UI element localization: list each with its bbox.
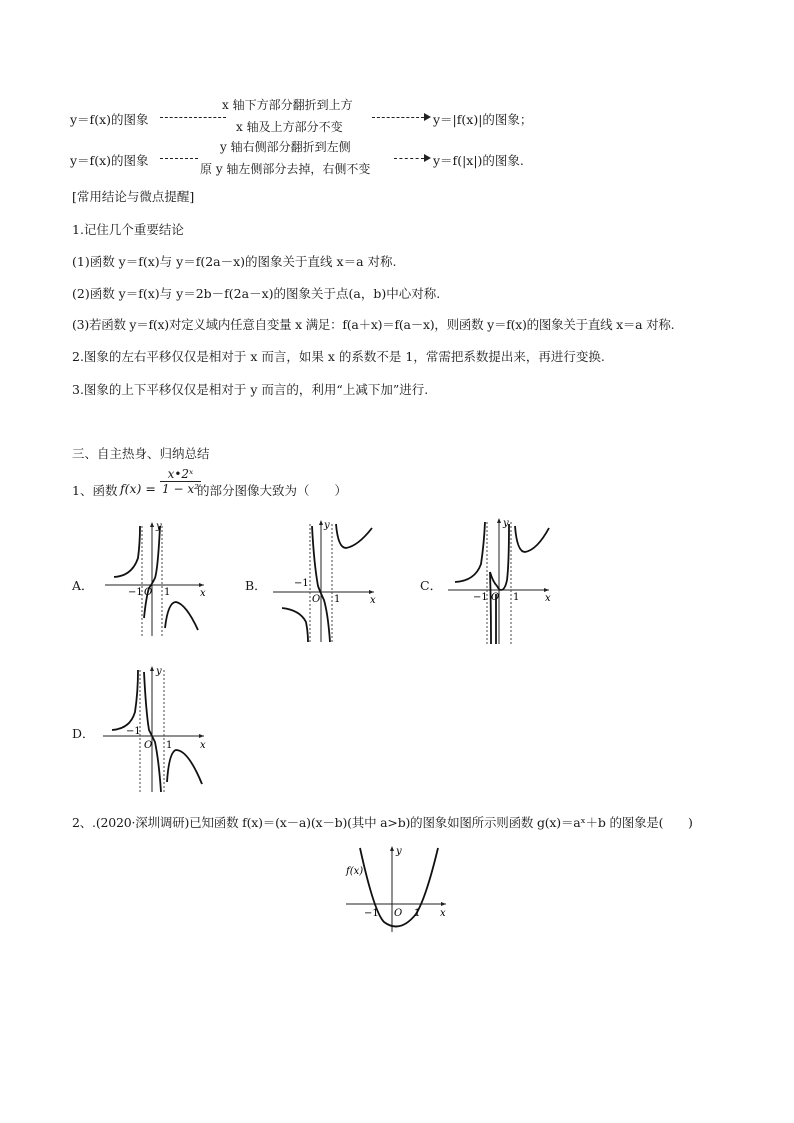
x-axis-arrow [369,590,374,594]
curve-middle-left [490,572,491,644]
origin-label: O [144,587,153,598]
curve-right [336,524,372,548]
one-label: 1 [166,740,173,751]
origin-label: O [394,908,403,919]
q1-numerator: x•2ˣ [160,467,201,482]
origin-label: O [144,740,153,751]
x-axis-arrow [544,588,549,592]
x-axis-arrow [199,583,204,587]
curve-left [114,526,140,577]
curve-right [515,526,549,552]
curve-right [167,750,202,784]
y-label: y [156,666,162,677]
conclusion-1-1: (1)函数 y＝f(x)与 y＝f(2a－x)的图象关于直线 x＝a 对称. [72,254,397,269]
one-label: 1 [513,592,520,603]
curve-left [455,522,485,582]
conclusion-1-2: (2)函数 y＝f(x)与 y＝2b－f(2a－x)的图象关于点(a，b)中心对称. [72,286,441,301]
neg1-label: −1 [294,578,309,589]
option-a-graph[interactable] [100,518,210,638]
transform-1-arrow-left-segment [160,117,226,118]
one-label: 1 [334,594,341,605]
transform-2-left: y＝f(x)的图象 [70,153,149,168]
conclusion-1: 1.记住几个重要结论 [72,222,184,237]
neg1-label: −1 [473,592,488,603]
neg1-label: −1 [126,726,141,737]
x-label: x [545,593,551,604]
one-label: 1 [164,587,171,598]
x-label: x [200,740,206,751]
y-axis-arrow [319,520,323,525]
q1-suffix: 的部分图像大致为（ ） [197,483,348,498]
transform-1-right: y＝|f(x)|的图象； [433,112,533,127]
y-axis-arrow [150,522,154,527]
curve-right [165,602,198,630]
conclusion-1-3: (3)若函数 y＝f(x)对定义域内任意自变量 x 满足：f(a＋x)＝f(a－x)，则函数 y＝f(x)的图象关于直线 x＝a 对称. [72,317,675,332]
section-heading: [常用结论与微点提醒] [72,189,195,204]
neg1-label: −1 [128,587,143,598]
neg1-label: −1 [364,908,379,919]
conclusion-3: 3.图象的上下平移仅仅是相对于 y 而言的，利用“上减下加”进行. [72,382,429,397]
x-axis-arrow [441,902,446,906]
transform-2-lower: 原 y 轴左侧部分去掉，右侧不变 [200,162,371,176]
transform-2-arrowhead [424,154,431,162]
y-label: y [324,520,330,531]
q1-prefix: 1、函数 [72,483,118,498]
origin-label: O [312,594,321,605]
x-label: x [370,595,376,606]
x-axis-arrow [199,734,204,738]
transform-1-left: y＝f(x)的图象 [70,112,149,127]
q2-text: 2、.(2020·深圳调研)已知函数 f(x)＝(x－a)(x－b)(其中 a>b)的图象如图所示则函数 g(x)＝aˣ＋b 的图象是( ) [72,815,693,830]
x-label: x [440,908,446,919]
option-d-label[interactable]: D． [72,726,95,741]
y-label: y [156,521,162,532]
curve-left [282,608,308,642]
y-label: y [503,518,509,529]
y-label: y [396,846,402,857]
part3-heading: 三、自主热身、归纳总结 [72,446,210,461]
curve-left [112,670,138,730]
x-label: x [200,588,206,599]
option-a-label[interactable]: A． [72,578,94,593]
transform-2-right: y＝f(|x|)的图象. [433,153,524,168]
option-b-graph[interactable] [268,514,380,644]
conclusion-2: 2.图象的左右平移仅仅是相对于 x 而言，如果 x 的系数不是 1，常需把系数提出来，再进行变换. [72,349,605,364]
q1-fx: f(x) = [120,481,156,496]
y-axis-arrow [497,518,501,523]
option-d-graph[interactable] [98,662,210,794]
fx-label: f(x) [346,866,364,877]
transform-1-lower: x 轴及上方部分不变 [236,120,343,134]
option-b-label[interactable]: B． [245,578,267,593]
q2-parabola-graph [342,842,452,934]
q1-fraction [160,467,201,496]
y-axis-arrow [390,846,394,851]
option-c-graph[interactable] [443,514,555,646]
transform-1-arrow-right-segment [372,117,424,118]
transform-1-upper: x 轴下方部分翻折到上方 [222,98,353,112]
one-label: 1 [414,908,421,919]
q1-denominator: 1 − x² [162,482,199,496]
transform-2-arrow-right-segment [394,158,424,159]
transform-1-arrowhead [424,113,431,121]
origin-label: O [491,592,500,603]
transform-2-arrow-left-segment [160,158,198,159]
option-c-label[interactable]: C． [420,578,443,593]
y-axis-arrow [150,666,154,671]
transform-2-upper: y 轴右侧部分翻折到左侧 [220,140,351,154]
